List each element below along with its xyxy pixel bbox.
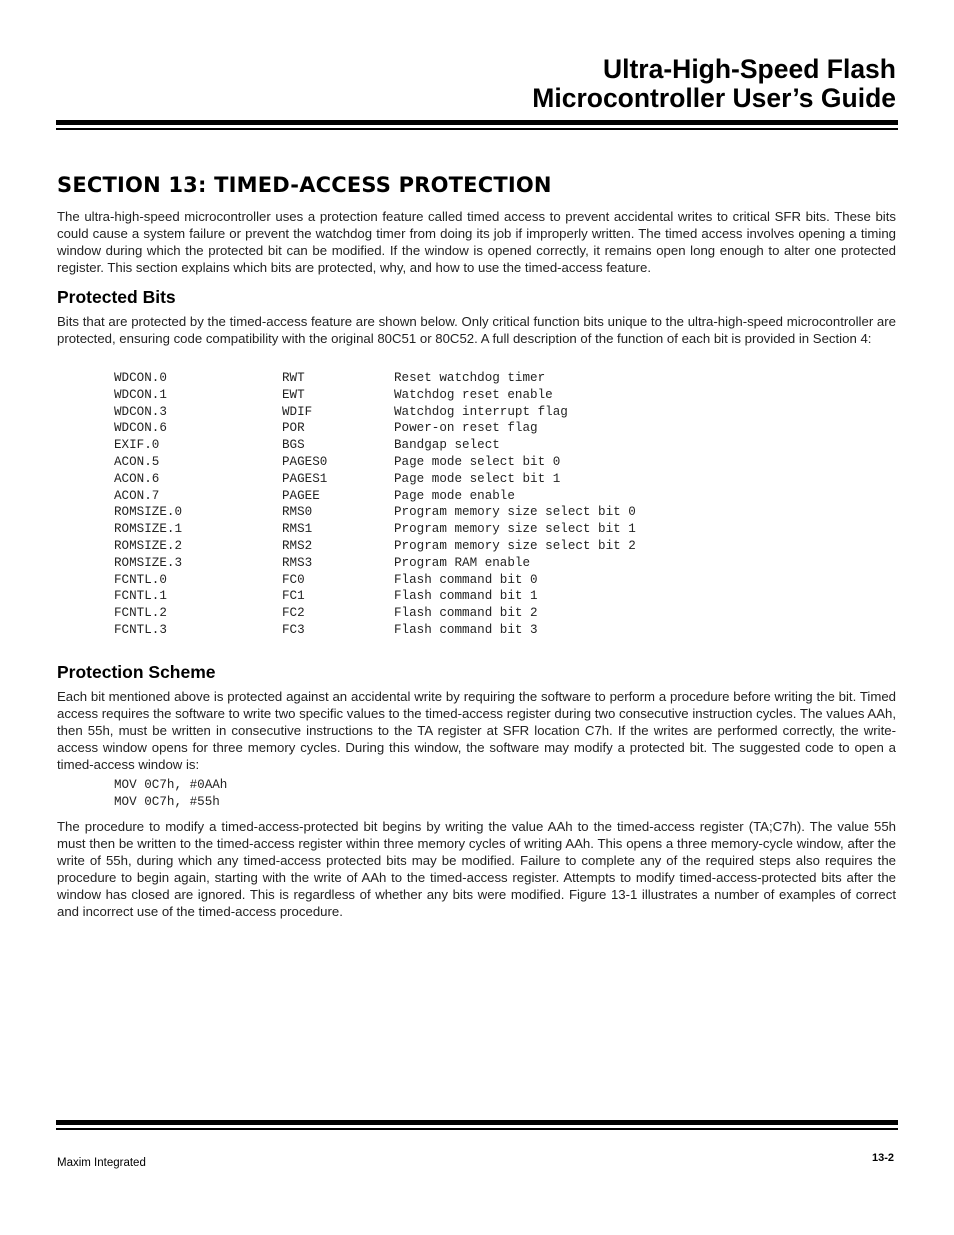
table-row [114, 605, 636, 622]
description-cell: Page mode enable [394, 488, 515, 503]
table-row [114, 538, 636, 555]
bit-name-cell: RMS0 [282, 505, 313, 520]
bit-name-cell: RMS3 [282, 555, 313, 570]
description-cell: Power-on reset flag [394, 421, 538, 436]
register-cell: EXIF.0 [114, 438, 160, 453]
bit-name-cell: FC2 [282, 606, 305, 621]
document-title-line-2: Microcontroller User’s Guide [532, 83, 896, 113]
bit-name-cell: RMS1 [282, 522, 313, 537]
description-cell: Program memory size select bit 0 [394, 505, 636, 520]
bit-name-cell: PAGES0 [282, 454, 328, 469]
protected-bits-table [114, 370, 636, 639]
register-cell: FCNTL.0 [114, 572, 167, 587]
description-cell: Watchdog reset enable [394, 387, 553, 402]
footer-rule-thin [56, 1128, 898, 1130]
bit-name-cell: BGS [282, 438, 305, 453]
description-cell: Reset watchdog timer [394, 371, 546, 385]
description-cell: Program memory size select bit 1 [394, 522, 636, 537]
protection-scheme-heading: Protection Scheme [57, 662, 216, 682]
description-cell: Page mode select bit 1 [394, 471, 561, 486]
footer-rule-thick [56, 1120, 898, 1125]
code-block [114, 777, 227, 811]
bit-name-cell: WDIF [282, 404, 313, 419]
section-title: SECTION 13: TIMED-ACCESS PROTECTION [57, 173, 552, 197]
bit-name-cell: EWT [282, 387, 305, 402]
register-cell: WDCON.6 [114, 421, 167, 436]
document-title-line-1: Ultra-High-Speed Flash [602, 54, 896, 84]
footer-company: Maxim Integrated [57, 1157, 146, 1169]
register-cell: ROMSIZE.1 [114, 522, 183, 537]
protected-bits-paragraph: Bits that are protected by the timed-access feature are shown below. Only critical function bits unique to the ultra-high-speed microcontroller are protected, ensuring code compatibility with the original 80C51 or 80C52. A full description of the function of each bit is provided in Section 4: [57, 314, 896, 346]
register-cell: ACON.6 [114, 471, 160, 486]
bit-name-cell: PAGES1 [282, 471, 328, 486]
code-line: MOV 0C7h, #55h [114, 795, 220, 809]
table-row [114, 622, 636, 639]
table-row [114, 387, 636, 404]
table-row [114, 572, 636, 589]
description-cell: Page mode select bit 0 [394, 454, 561, 469]
page-number: 13-2 [871, 1152, 894, 1164]
table-row [114, 370, 636, 387]
description-cell: Flash command bit 0 [394, 572, 538, 587]
register-cell: WDCON.1 [114, 387, 167, 402]
description-cell: Program RAM enable [394, 555, 531, 570]
register-cell: ROMSIZE.3 [114, 555, 183, 570]
register-cell: FCNTL.3 [114, 622, 167, 637]
register-cell: ACON.7 [114, 488, 160, 503]
table-row [114, 420, 636, 437]
description-cell: Bandgap select [394, 438, 500, 453]
register-cell: ACON.5 [114, 454, 160, 469]
table-row [114, 454, 636, 471]
procedure-paragraph: The procedure to modify a timed-access-protected bit begins by writing the value AAh to the timed-access register (TA;C7h). The value 55h must then be written to the timed-access register within three memory cycles of writing AAh. This opens a three memory-cycle window, after the write of 55h, during which any timed-access protected bits may be modified. Failure to complete any of the required steps also requires the procedure to begin again, starting with the write of AAh to the timed-access register. Attempts to modify timed-access-protected bits after the window has closed are ignored. This is regardless of whether any bits were modified. Figure 13-1 illustrates a number of examples of correct and incorrect use of the timed-access procedure. [57, 819, 896, 919]
table-row [114, 521, 636, 538]
table-row [114, 471, 636, 488]
protected-bits-heading: Protected Bits [57, 287, 176, 307]
header-rule-thick [56, 120, 898, 125]
register-cell: WDCON.3 [114, 404, 167, 419]
table-row [114, 488, 636, 505]
register-cell: FCNTL.2 [114, 606, 167, 621]
bit-name-cell: PAGEE [282, 488, 320, 503]
register-cell: ROMSIZE.2 [114, 538, 183, 553]
register-cell: WDCON.0 [114, 371, 167, 385]
bit-name-cell: RWT [282, 371, 305, 385]
description-cell: Flash command bit 1 [394, 589, 538, 604]
bit-name-cell: FC3 [282, 622, 305, 637]
table-row [114, 588, 636, 605]
description-cell: Flash command bit 3 [394, 622, 538, 637]
bit-name-cell: RMS2 [282, 538, 313, 553]
register-cell: FCNTL.1 [114, 589, 167, 604]
description-cell: Program memory size select bit 2 [394, 538, 636, 553]
description-cell: Flash command bit 2 [394, 606, 538, 621]
register-cell: ROMSIZE.0 [114, 505, 183, 520]
table-row [114, 504, 636, 521]
document-title [532, 55, 896, 113]
bit-name-cell: FC1 [282, 589, 305, 604]
intro-paragraph: The ultra-high-speed microcontroller uses a protection feature called timed access to prevent accidental writes to critical SFR bits. These bits could cause a system failure or prevent the watchdog timer from doing its job if improperly written. The timed access involves opening a timing window during which the protected bit can be modified. If the window is opened correctly, it remains open long enough to alter one protected register. This section explains which bits are protected, why, and how to use the timed-access feature. [57, 209, 896, 275]
table-row [114, 555, 636, 572]
bit-name-cell: POR [282, 421, 305, 436]
table-row [114, 437, 636, 454]
header-rule-thin [56, 128, 898, 130]
code-line: MOV 0C7h, #0AAh [114, 778, 228, 792]
description-cell: Watchdog interrupt flag [394, 404, 568, 419]
protection-scheme-paragraph: Each bit mentioned above is protected against an accidental write by requiring the software to perform a procedure before writing the bit. Timed access requires the software to write two specific values to the timed-access register during two consecutive instruction cycles. The values AAh, then 55h, must be written in consecutive instructions to the TA register at SFR location C7h. If the writes are performed correctly, the write-access window opens for three memory cycles. During this window, the software may modify a protected bit. The suggested code to open a timed-access window is: [57, 689, 896, 772]
table-row [114, 404, 636, 421]
bit-name-cell: FC0 [282, 572, 305, 587]
